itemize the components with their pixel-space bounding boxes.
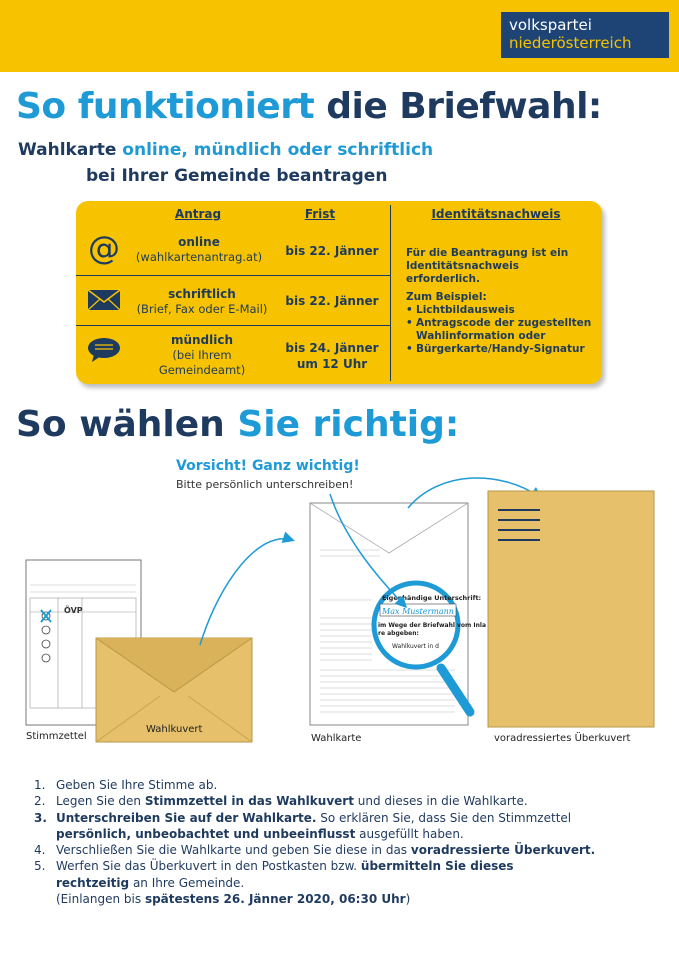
- instruction-list: [34, 777, 654, 907]
- list-item: • Lichtbildausweis: [406, 304, 592, 317]
- ballot-party: ÖVP: [64, 606, 83, 615]
- page-title: So funktioniert die Briefwahl:: [16, 86, 602, 127]
- stimmzettel-label: Stimmzettel: [26, 731, 87, 742]
- table-row-online: online (wahlkartenantrag.at): [135, 235, 263, 264]
- table-row-schriftlich: schriftlich (Brief, Fax oder E-Mail): [136, 287, 268, 316]
- application-table: [76, 201, 602, 384]
- brand-logo: [501, 12, 669, 58]
- row-divider: [76, 275, 390, 276]
- logo-line2: niederösterreich: [509, 34, 632, 52]
- list-item: • Antragscode der zugestellten Wahlinformation oder: [406, 317, 592, 343]
- row-divider: [76, 325, 390, 326]
- header-antrag: Antrag: [174, 207, 222, 221]
- svg-text:Eigenhändige Unterschrift:: Eigenhändige Unterschrift:: [382, 594, 482, 602]
- frist-online: bis 22. Jänner: [285, 244, 379, 258]
- ueberkuvert-envelope: [488, 491, 654, 727]
- list-item: 1. Geben Sie Ihre Stimme ab.: [34, 778, 218, 792]
- wahlkarte-label: Wahlkarte: [311, 733, 362, 744]
- ident-list: [406, 304, 592, 356]
- frist-schriftlich: bis 22. Jänner: [285, 294, 379, 308]
- column-divider: [390, 205, 391, 381]
- wahlkuvert-label: Wahlkuvert: [146, 724, 203, 735]
- ident-text: Für die Beantragung ist ein Identitätsnachweis erforderlich. Zum Beispiel: • Lichtbildausweis • Antragscode der zugestellten Wahlinformation oder • Bürgerkarte/Handy-Signatur: [406, 247, 592, 356]
- svg-text:im Wege der Briefwahl vom Inla: im Wege der Briefwahl vom Inla: [378, 622, 486, 629]
- list-item: • Bürgerkarte/Handy-Signatur: [406, 343, 592, 356]
- list-item: 3. Unterschreiben Sie auf der Wahlkarte. So erklären Sie, dass Sie den Stimmzettel persönlich, unbeobachtet und unbeeinflusst ausgefüllt haben.: [34, 810, 572, 841]
- list-item: 2. Legen Sie den Stimmzettel in das Wahlkuvert und dieses in die Wahlkarte.: [34, 794, 528, 809]
- ueberkuvert-label: voradressiertes Überkuvert: [494, 733, 631, 744]
- at-sign-icon: [88, 231, 120, 265]
- list-item: 4. Verschließen Sie die Wahlkarte und geben Sie diese in das voradressierte Überkuvert.: [34, 843, 596, 858]
- frist-muendlich: bis 24. Jänner um 12 Uhr: [285, 341, 379, 371]
- list-item: 5. Werfen Sie das Überkuvert in den Postkasten bzw. übermitteln Sie dieses rechtzeitig an Ihre Gemeinde. (Einlangen bis spätestens 26. Jänner 2020, 06:30 Uhr): [34, 859, 514, 907]
- warning-text: Bitte persönlich unterschreiben!: [176, 478, 354, 491]
- svg-text:@: @: [88, 231, 120, 265]
- subtitle-line2: bei Ihrer Gemeinde beantragen: [86, 166, 388, 186]
- speech-bubble-icon: [87, 337, 121, 363]
- section-title: So wählen Sie richtig:: [16, 404, 460, 445]
- subtitle-line1: Wahlkarte online, mündlich oder schriftlich: [18, 140, 434, 160]
- header-ident: Identitätsnachweis: [431, 207, 561, 221]
- warning-title: Vorsicht! Ganz wichtig!: [176, 458, 360, 474]
- header-frist: Frist: [304, 207, 336, 221]
- svg-text:Max Mustermann: Max Mustermann: [382, 607, 454, 616]
- table-row-muendlich: mündlich (bei Ihrem Gemeindeamt): [158, 333, 246, 377]
- envelope-icon: [87, 289, 121, 311]
- svg-text:Wahlkuvert in d: Wahlkuvert in d: [392, 643, 439, 650]
- header-bar: [0, 0, 679, 72]
- voting-illustration: [0, 470, 679, 750]
- svg-text:re abgeben:: re abgeben:: [378, 630, 419, 637]
- logo-line1: volkspartei: [509, 16, 592, 34]
